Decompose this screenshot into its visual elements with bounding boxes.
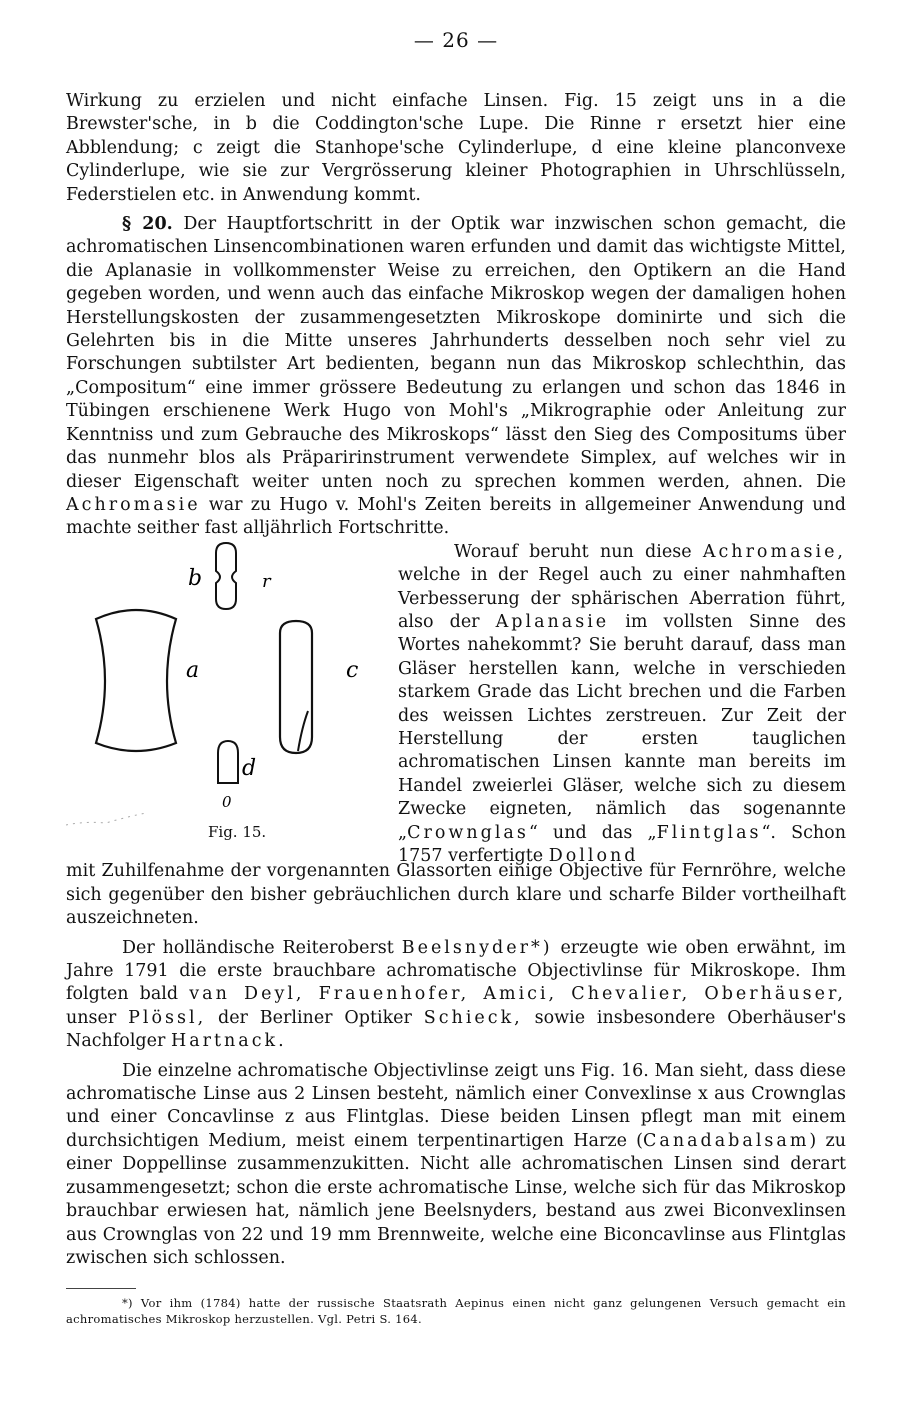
page-number: — 26 —	[413, 28, 499, 52]
term-achromasie-2: Achromasie,	[702, 541, 846, 562]
p4-e: sowie insbesondere Oberhäuser's Nachfolger	[66, 1007, 846, 1052]
p4-b: erzeugte wie oben erwähnt, im Jahre 1791 die erste brauchbare achromatische Objectivlinse für Mikroskope. Ihm folgten bald	[66, 937, 846, 1005]
paragraph-2	[66, 213, 846, 541]
term-canadabalsam: Canadabalsam	[643, 1130, 810, 1151]
name-beelsnyder: Beelsnyder*)	[401, 937, 553, 958]
side-text	[398, 541, 846, 869]
p3-b: welche in der Regel auch zu einer nahmhaften Verbesserung der sphärischen Aberration führt, also der	[398, 565, 846, 632]
coddington-lens-b	[216, 543, 236, 609]
name-ploessl: Plössl,	[128, 1007, 207, 1028]
name-dollond: Dollond	[548, 846, 639, 866]
p4-d: der Berliner Optiker	[218, 1007, 412, 1028]
footnote-rule	[66, 1288, 136, 1289]
footnote: *) Vor ihm (1784) hatte der russische Staatsrath Aepinus einen nicht ganz gelungenen Versuch gemacht ein achromatisches Mikroskop herzustellen. Vgl. Petri S. 164.	[66, 1296, 846, 1327]
paragraph-4	[66, 937, 846, 1054]
p3-a: Worauf beruht nun diese	[454, 541, 692, 562]
label-r: r	[262, 570, 271, 592]
cylinder-lens-d	[218, 741, 238, 783]
term-achromasie: Achromasie	[66, 494, 201, 515]
p3-c: im vollsten Sinne des Wortes nahekommt? Sie beruht darauf, dass man Gläser herstellen kann, welche in verschieden starkem Grade das Licht brechen und die Farben des weissen Lichtes zerstreuen. Zur Zeit der Herstellung der ersten tauglichen achromatischen Linsen kannte man bereits im Handel zweierlei Gläser, welche sich zu diesem Zwecke eigneten, nämlich das sogenannte „	[398, 611, 846, 843]
p4-c: unser	[66, 1007, 117, 1028]
term-flintglas: Flintglas	[656, 822, 762, 843]
brewster-lens-a	[96, 610, 176, 751]
p5-end: ) zu einer Doppellinse zusammenzukitten. Nicht alle achromatischen Linsen sind derart zusammengesetzt; schon die erste achromatische Linse, welche sich für das Mikroskop brauchbar erwiesen hat, nämlich jene Beelsnyders, bestand aus zwei Biconvexlinsen aus Crownglas von 22 und 19 mm Brennweite, welche eine Biconcavlinse aus Flintglas zwischen sich schlossen.	[66, 1130, 846, 1268]
paragraph-2-text: Der Hauptfortschritt in der Optik war inzwischen schon gemacht, die achromatischen Linsencombinationen waren erfunden und damit das wichtigste Mittel, die Aplanasie in vollkommenster Weise zu erreichen, den Optikern an die Hand gegeben worden, und wenn auch das einfache Mikroskop wegen der damaligen hohen Herstellungskosten der zusammengesetzten Mikroskope dominirte und sich die Gelehrten bis in die Mitte unseres Jahrhunderts desselben noch sehr viel zu Forschungen subtilster Art bedienten, begann nun das Mikroskop schlechthin, das „Compositum“ eine immer grössere Bedeutung zu erlangen und schon das 1846 in Tübingen erschienene Werk Hugo von Mohl's „Mikrographie oder Anleitung zur Kenntniss und zum Gebrauche des Mikroskops“ lässt den Sieg des Compositums über das nunmehr blos als Präparirinstrument verwendete Simplex, auf welches wir in dieser Eigenschaft weiter unten noch zu sprechen kommen werden, ahnen. Die	[66, 214, 846, 492]
p3-d: “ und das „	[528, 822, 657, 843]
label-d: d	[242, 755, 257, 781]
names-opticians: van Deyl, Frauenhofer, Amici, Chevalier, Oberhäuser,	[189, 984, 846, 1005]
p4-a: Der holländische Reiteroberst	[122, 937, 394, 958]
term-aplanasie: Aplanasie	[495, 611, 610, 632]
lens-diagram	[66, 541, 376, 841]
section-marker: § 20.	[122, 214, 173, 235]
paragraph-2-end: war zu Hugo v. Mohl's Zeiten bereits in allgemeiner Anwendung und machte seither fast alljährlich Fortschritte.	[66, 494, 846, 539]
figure-15	[66, 541, 376, 851]
p3-e: “. Schon 1757 verfertigte	[398, 822, 846, 866]
name-schieck: Schieck,	[423, 1007, 523, 1028]
name-hartnack: Hartnack.	[170, 1031, 287, 1052]
label-o: 0	[222, 792, 232, 811]
label-c: c	[346, 657, 359, 683]
figure-caption: Fig. 15.	[208, 822, 267, 841]
label-a: a	[186, 657, 200, 683]
figure-block	[66, 541, 846, 869]
stanhope-lens-c	[280, 621, 312, 753]
paragraph-5	[66, 1060, 846, 1271]
paragraph-3-top	[398, 541, 846, 869]
term-crownglas: Crownglas	[407, 822, 529, 843]
paragraph-3-bottom: mit Zuhilfenahme der vorgenannten Glassorten einige Objective für Fernröhre, welche sich gegenüber den bisher gebräuchlichen durch klare und scharfe Bilder vortheilhaft auszeichneten.	[66, 861, 846, 929]
label-b: b	[188, 565, 203, 591]
page	[66, 28, 846, 1327]
paragraph-1: Wirkung zu erzielen und nicht einfache Linsen. Fig. 15 zeigt uns in a die Brewster'sche, in b die Coddington'sche Lupe. Die Rinne r ersetzt hier eine Abblendung; c zeigt die Stanhope'sche Cylinderlupe, d eine kleine planconvexe Cylinderlupe, wie sie zur Vergrösserung kleiner Photographien in Uhrschlüsseln, Federstielen etc. in Anwendung kommt.	[66, 91, 846, 205]
p5-text: Die einzelne achromatische Objectivlinse zeigt uns Fig. 16. Man sieht, dass diese achromatische Linse aus 2 Linsen besteht, nämlich einer Convexlinse x aus Crownglas und einer Concavlinse z aus Flintglas. Diese beiden Linsen pflegt man mit einem durchsichtigen Medium, meist einem terpentinartigen Harze (	[66, 1060, 846, 1151]
